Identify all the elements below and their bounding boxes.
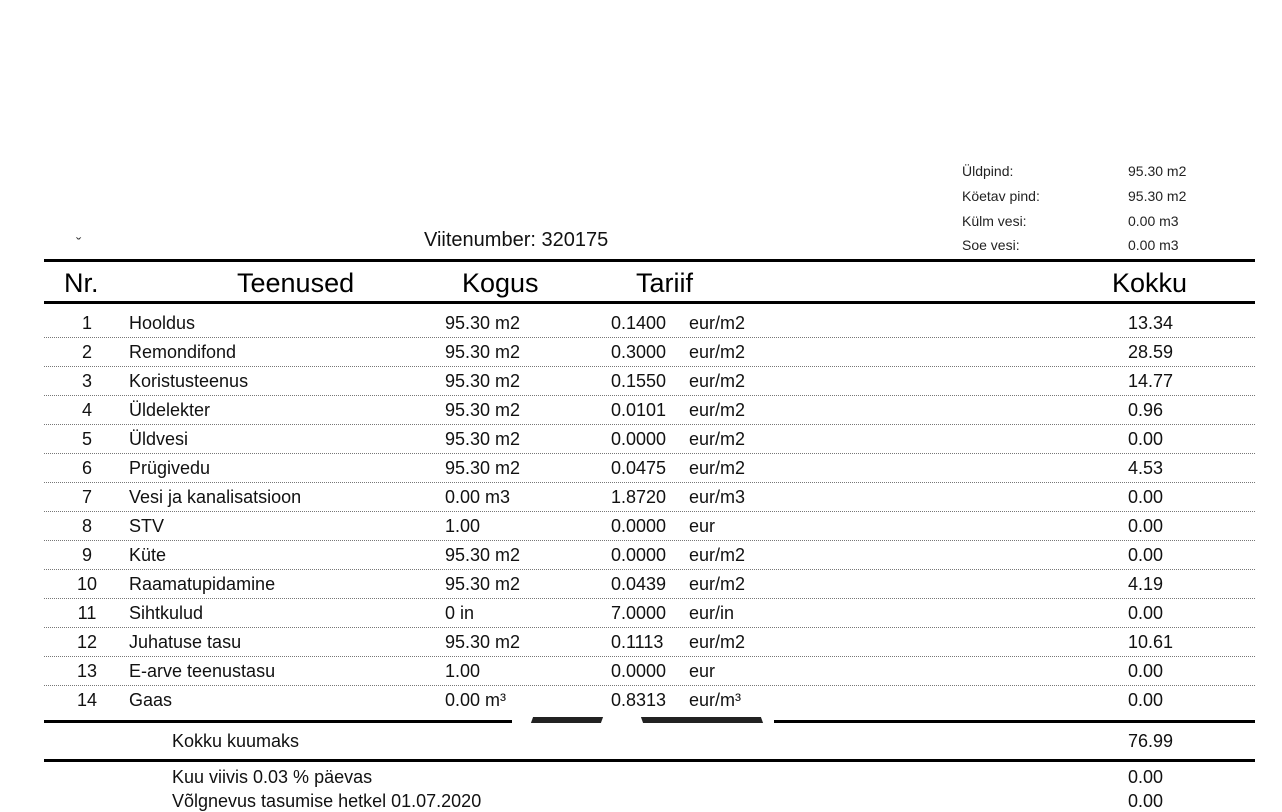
row-number: 4 (81, 400, 92, 420)
row-total: 0.00 (1128, 661, 1164, 681)
row-unit: eur/m2 (689, 458, 746, 478)
row-unit: eur/in (689, 603, 735, 623)
row-unit: eur/m2 (689, 632, 746, 652)
row-unit: eur/m2 (689, 429, 746, 449)
row-tariff: 0.0101 (611, 400, 667, 420)
row-service: Koristusteenus (129, 371, 249, 391)
row-total: 4.19 (1128, 574, 1164, 594)
row-tariff: 0.1113 (611, 632, 664, 652)
summary-value-area: 95.30 m2 (1128, 163, 1187, 179)
row-tariff: 0.0000 (611, 661, 667, 681)
summary-label-hot-water: Soe vesi: (962, 237, 1020, 253)
row-service: Üldelekter (129, 400, 211, 420)
row-number: 13 (76, 661, 98, 681)
stray-mark: ˇ (76, 236, 82, 253)
row-service: Hooldus (129, 313, 196, 333)
row-service: Vesi ja kanalisatsioon (129, 487, 302, 507)
row-quantity: 95.30 m2 (445, 400, 521, 420)
row-quantity: 95.30 m2 (445, 429, 521, 449)
header-tariff: Tariif (636, 268, 694, 298)
row-quantity: 95.30 m2 (445, 545, 521, 565)
table-row (44, 454, 1255, 483)
row-quantity: 95.30 m2 (445, 632, 521, 652)
row-quantity: 0.00 m3 (445, 487, 511, 507)
summary-label-cold-water: Külm vesi: (962, 213, 1027, 229)
row-number: 8 (81, 516, 92, 536)
table-row (44, 396, 1255, 425)
penalty-label: Kuu viivis 0.03 % päevas (172, 767, 373, 787)
row-quantity: 0 in (445, 603, 475, 623)
header-top-rule (44, 259, 1255, 262)
row-tariff: 0.0000 (611, 516, 667, 536)
row-quantity: 0.00 m³ (445, 690, 507, 710)
table-row (44, 338, 1255, 367)
table-row (44, 570, 1255, 599)
row-total: 0.00 (1128, 603, 1164, 623)
row-unit: eur/m2 (689, 574, 746, 594)
debt-label: Võlgnevus tasumise hetkel 01.07.2020 (172, 791, 482, 811)
row-quantity: 95.30 m2 (445, 371, 521, 391)
summary-value-hot-water: 0.00 m3 (1128, 237, 1179, 253)
row-quantity: 95.30 m2 (445, 342, 521, 362)
header-quantity: Kogus (462, 268, 539, 298)
monthly-total-value: 76.99 (1128, 731, 1174, 751)
row-total: 0.00 (1128, 690, 1164, 710)
row-quantity: 1.00 (445, 516, 481, 536)
row-unit: eur/m2 (689, 371, 746, 391)
monthly-total-label: Kokku kuumaks (172, 731, 300, 751)
row-number: 6 (81, 458, 92, 478)
row-service: Remondifond (129, 342, 237, 362)
debt-value: 0.00 (1128, 791, 1164, 811)
table-row (44, 512, 1255, 541)
table-row (44, 599, 1255, 628)
summary-label-heated-area: Köetav pind: (962, 188, 1040, 204)
table-row (44, 367, 1255, 396)
reference-number: Viitenumber: 320175 (424, 229, 609, 251)
row-total: 10.61 (1128, 632, 1174, 652)
row-tariff: 0.0000 (611, 429, 667, 449)
row-tariff: 0.0475 (611, 458, 667, 478)
services-table (44, 309, 1255, 715)
row-total: 0.00 (1128, 429, 1164, 449)
row-number: 9 (81, 545, 92, 565)
row-unit: eur/m2 (689, 342, 746, 362)
row-number: 2 (81, 342, 92, 362)
row-tariff: 0.8313 (611, 690, 667, 710)
row-number: 3 (81, 371, 92, 391)
row-service: Raamatupidamine (129, 574, 276, 594)
row-service: E-arve teenustasu (129, 661, 276, 681)
row-tariff: 0.1400 (611, 313, 667, 333)
row-tariff: 7.0000 (611, 603, 667, 623)
row-service: Küte (129, 545, 167, 565)
scan-smudge (512, 714, 774, 726)
table-row (44, 686, 1255, 715)
row-service: Üldvesi (129, 429, 189, 449)
row-total: 14.77 (1128, 371, 1174, 391)
row-quantity: 1.00 (445, 661, 481, 681)
row-quantity: 95.30 m2 (445, 313, 521, 333)
row-service: Gaas (129, 690, 173, 710)
header-nr: Nr. (64, 268, 99, 298)
row-total: 0.00 (1128, 545, 1164, 565)
row-unit: eur/m2 (689, 545, 746, 565)
table-row (44, 483, 1255, 512)
penalty-value: 0.00 (1128, 767, 1164, 787)
totals-bottom-rule (44, 759, 1255, 762)
row-total: 0.00 (1128, 516, 1164, 536)
row-number: 7 (81, 487, 92, 507)
row-tariff: 1.8720 (611, 487, 667, 507)
row-service: Prügivedu (129, 458, 211, 478)
row-unit: eur/m2 (689, 400, 746, 420)
row-number: 1 (81, 313, 92, 333)
row-total: 28.59 (1128, 342, 1174, 362)
row-number: 12 (76, 632, 98, 652)
header-services: Teenused (237, 268, 355, 298)
summary-label-area: Üldpind: (962, 163, 1014, 179)
row-total: 0.00 (1128, 487, 1164, 507)
row-service: STV (129, 516, 165, 536)
row-unit: eur/m2 (689, 313, 746, 333)
row-service: Juhatuse tasu (129, 632, 242, 652)
row-service: Sihtkulud (129, 603, 204, 623)
header-bottom-rule (44, 301, 1255, 304)
row-quantity: 95.30 m2 (445, 458, 521, 478)
table-row (44, 425, 1255, 454)
row-total: 4.53 (1128, 458, 1164, 478)
row-number: 10 (76, 574, 98, 594)
row-unit: eur/m3 (689, 487, 746, 507)
row-total: 0.96 (1128, 400, 1164, 420)
row-tariff: 0.0000 (611, 545, 667, 565)
table-row (44, 657, 1255, 686)
row-unit: eur/m³ (689, 690, 742, 710)
summary-value-cold-water: 0.00 m3 (1128, 213, 1179, 229)
table-row (44, 628, 1255, 657)
row-tariff: 0.3000 (611, 342, 667, 362)
row-unit: eur (689, 516, 716, 536)
row-unit: eur (689, 661, 716, 681)
row-number: 5 (81, 429, 92, 449)
row-tariff: 0.1550 (611, 371, 667, 391)
row-number: 11 (77, 603, 97, 623)
row-number: 14 (76, 690, 98, 710)
summary-value-heated-area: 95.30 m2 (1128, 188, 1187, 204)
header-total: Kokku (1112, 268, 1188, 298)
table-row (44, 541, 1255, 570)
row-quantity: 95.30 m2 (445, 574, 521, 594)
row-total: 13.34 (1128, 313, 1174, 333)
row-tariff: 0.0439 (611, 574, 667, 594)
table-row (44, 309, 1255, 338)
